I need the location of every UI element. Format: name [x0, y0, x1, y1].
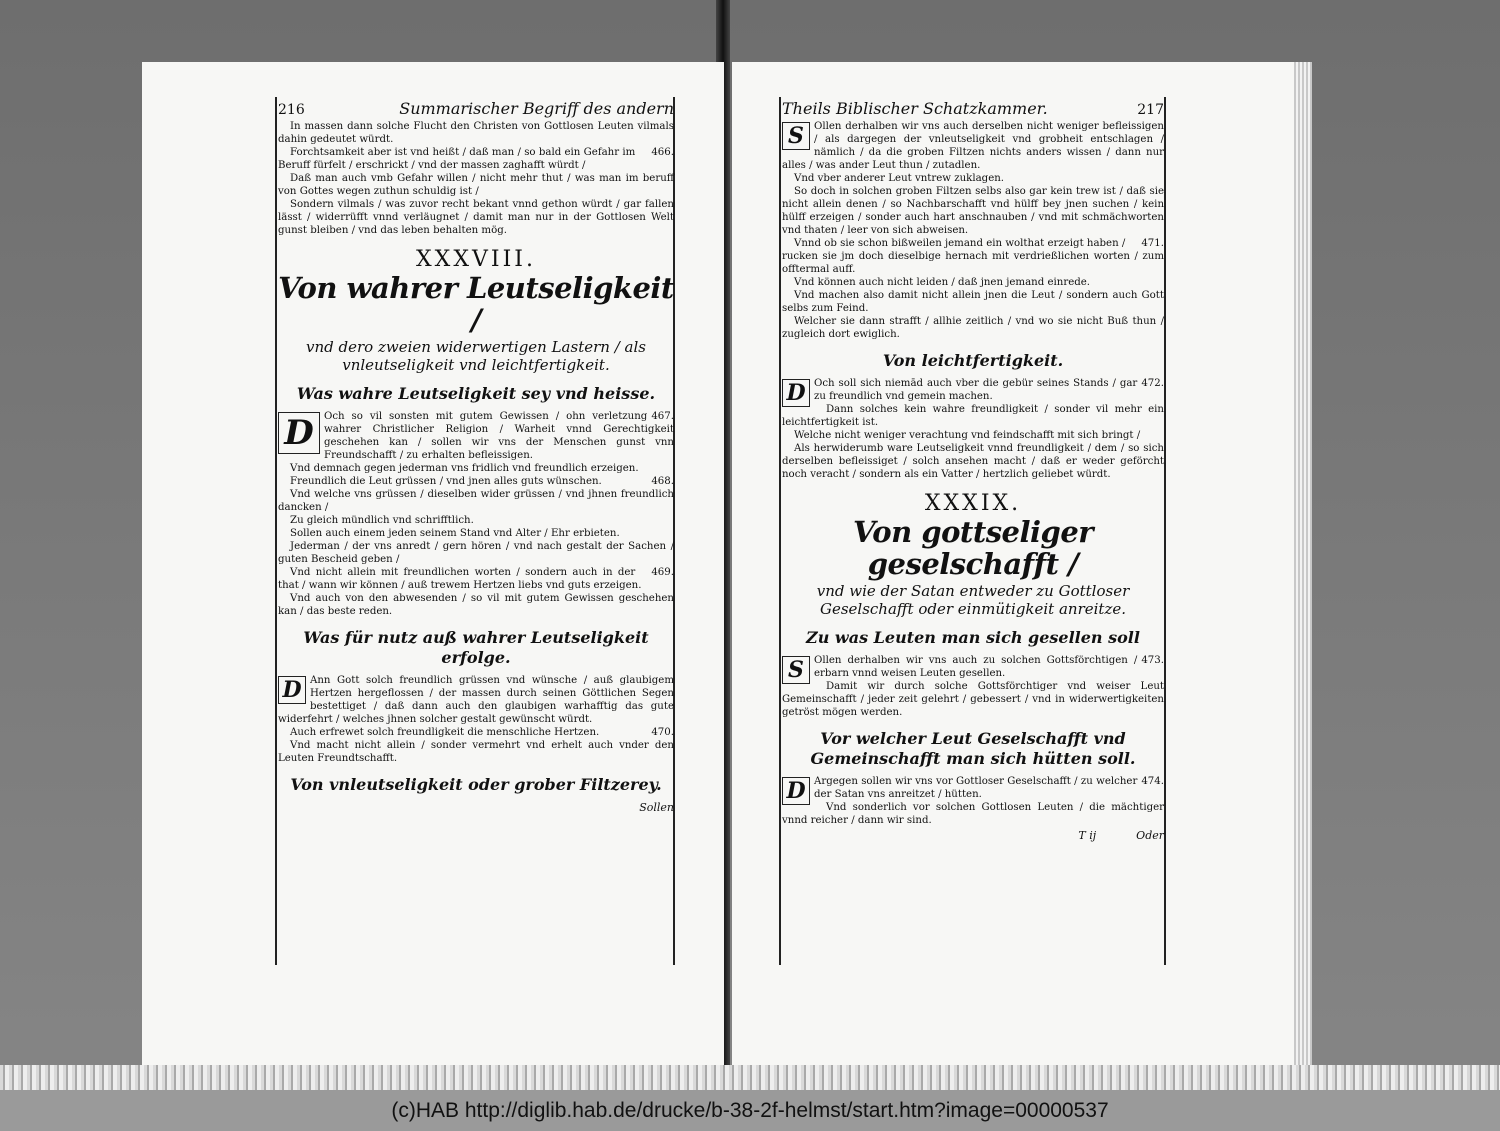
paragraph [278, 739, 674, 765]
paragraph-text: Vnd machen also damit nicht allein jnen die Leut / sondern auch Gott selbs zum Feind. [782, 290, 1164, 314]
paragraph-text: Forchtsamkeit aber ist vnd heißt / daß man / so bald ein Gefahr im Beruff fürfelt / erschrickt / vnd der massen zaghafft würdt / [278, 147, 636, 171]
paragraph [782, 276, 1164, 289]
verse-number: 471. [1141, 238, 1164, 249]
footer-credit: (c)HAB http://diglib.hab.de/drucke/b-38-2f-helmst/start.htm?image=00000537 [0, 1090, 1500, 1131]
section-text [782, 377, 1164, 481]
page-number: 216 [278, 102, 305, 118]
section-text [278, 410, 674, 618]
paragraph [278, 198, 674, 237]
intro-text [782, 120, 1164, 341]
section-title: Vor welcher Leut Geselschafft vnd Gemeinschafft man sich hütten soll. [810, 729, 1136, 768]
verse-number: 472. [1141, 378, 1164, 389]
signature-line [782, 829, 1164, 842]
header-title: Theils Biblischer Schatzkammer. [782, 99, 1048, 118]
paragraph-text: Welche nicht weniger verachtung vnd feindschafft mit sich bringt / [794, 430, 1141, 441]
verse-number: 468. [651, 476, 674, 487]
paragraph-text: In massen dann solche Flucht den Christen von Gottlosen Leuten vilmals dahin gedeutet würdt. [278, 121, 674, 145]
paragraph-text: Zu gleich mündlich vnd schrifftlich. [290, 515, 474, 526]
paragraph-text: Auch erfrewet solch freundligkeit die menschliche Hertzen. [290, 727, 600, 738]
chapter-subtitle: vnd dero zweien widerwertigen Lastern / als vnleutseligkeit vnd leichtfertigkeit. [306, 338, 646, 374]
paragraph [782, 654, 1164, 683]
paragraph-text: Als herwiderumb ware Leutseligkeit vnnd freundligkeit / dem / so sich derselben befleissiget / solch ansehen macht / daß er weder geförcht noch veracht / sondern als ein Vatter / hertzlich geliebet würdt. [782, 443, 1164, 480]
paragraph [278, 488, 674, 514]
paragraph [278, 674, 674, 726]
paragraph [782, 120, 1164, 172]
right-page [732, 62, 1294, 1072]
catchword: Oder [1136, 829, 1164, 842]
paragraph [782, 429, 1164, 442]
running-head [278, 99, 674, 118]
scanner-bed-strip [0, 1065, 1500, 1093]
paragraph [782, 403, 1164, 429]
verse-number: 466. [651, 147, 674, 158]
paragraph-text: Damit wir durch solche Gottsförchtiger vnd weiser Leut Gemeinschafft / jeder zeit gelehrt / gebessert / vnd in widerwertigkeiten getröst mögen werden. [782, 681, 1164, 718]
chapter-subtitle: vnd wie der Satan entweder zu Gottloser Geselschafft oder einmütigkeit anreitze. [816, 582, 1130, 618]
section-title: Von leichtfertigkeit. [882, 351, 1064, 370]
page-number: 217 [1137, 102, 1164, 118]
paragraph [782, 801, 1164, 827]
paragraph [782, 289, 1164, 315]
paragraph [782, 315, 1164, 341]
paragraph-text: Ollen derhalben wir vns auch zu solchen Gottsförchtigen / erbarn vnnd weisen Leuten gesellen. [814, 655, 1138, 679]
paragraph-text: Vnd vber anderer Leut vntrew zuklagen. [794, 173, 1005, 184]
chapter-title: Von gottseliger geselschafft / [852, 515, 1094, 581]
paragraph [782, 442, 1164, 481]
paragraph [278, 540, 674, 566]
left-rule [779, 97, 781, 965]
drop-cap: S [782, 656, 810, 684]
paragraph [278, 592, 674, 618]
intro-text [278, 120, 674, 237]
paragraph [278, 410, 674, 462]
paragraph [782, 775, 1164, 804]
chapter-title: Von wahrer Leutseligkeit / [278, 271, 674, 337]
chapter-number: XXXVIII. [416, 247, 536, 272]
drop-cap: S [782, 122, 810, 150]
paragraph-text: Vnd demnach gegen jederman vns fridlich vnd freundlich erzeigen. [290, 463, 639, 474]
paragraph-text: Vnd sonderlich vor solchen Gottlosen Leuten / die mächtiger vnnd reicher / dann wir sind. [782, 802, 1164, 826]
paragraph-text: Och so vil sonsten mit gutem Gewissen / ohn verletzung wahrer Christlicher Religion / Warheit vnnd Gerechtigkeit geschehen kan / sollen wir vns der Menschen gunst vnn Freundschafft / zu erhalten befleissigen. [324, 411, 674, 461]
paragraph-text: Och soll sich niemād auch vber die gebür seines Stands / gar zu freundlich vnd gemein machen. [814, 378, 1138, 402]
paragraph-text: Freundlich die Leut grüssen / vnd jnen alles guts wünschen. [290, 476, 602, 487]
section-title: Was für nutz auß wahrer Leutseligkeit erfolge. [303, 628, 649, 667]
paragraph [782, 680, 1164, 719]
paragraph-text: Ollen derhalben wir vns auch derselben nicht weniger befleissigen / als dargegen der vnleutseligkeit vnd grobheit entschlagen / nämlich / da die groben Filtzen nichts anders wissen / dann nur alles / was ander Leut thun / zutadlen. [782, 121, 1164, 171]
catchword: Sollen [639, 801, 674, 814]
paragraph-text: Ann Gott solch freundlich grüssen vnd wünsche / auß glaubigem Hertzen hergeflossen / der massen durch seinen Göttlichen Segen bestettiget / daß dann auch den glaubigen warhafftig das gute widerfehrt / welches jhnen solcher gestalt gewünscht würdt. [278, 675, 674, 725]
paragraph [782, 237, 1164, 276]
paragraph [782, 185, 1164, 237]
paragraph [278, 120, 674, 146]
chapter-number: XXXIX. [924, 491, 1022, 516]
paragraph-text: Sondern vilmals / was zuvor recht bekant vnnd gethon würdt / gar fallen lässt / widerrüfft vnnd verläugnet / damit man nur in der Gottlosen Welt gunst bleiben / vnd das leben behalten mög. [278, 199, 674, 236]
paragraph-text: Vnd macht nicht allein / sonder vermehrt vnd erhelt auch vnder den Leuten Freundtschafft. [278, 740, 674, 764]
section-text [278, 674, 674, 765]
paragraph-text: Dann solches kein wahre freundligkeit / sonder vil mehr ein leichtfertigkeit ist. [782, 404, 1164, 428]
paragraph-text: Vnd nicht allein mit freundlichen worten / sondern auch in der that / wann wir können / auß trewem Hertzen liebs vnd guts erzeigen. [278, 567, 642, 591]
paragraph [278, 475, 674, 488]
paragraph-text: So doch in solchen groben Filtzen selbs also gar kein trew ist / daß sie nicht allein denen / so Nachbarschafft vnd hülff bey jnen suchen / kein hülff erzeigen / sonder auch hart anschnauben / vnd mit schmächworten vnd thaten / leer von sich abweisen. [782, 186, 1164, 236]
paragraph [278, 527, 674, 540]
running-head [782, 99, 1164, 118]
verse-number: 470. [651, 727, 674, 738]
paragraph-text: Vnd können auch nicht leiden / daß jnen jemand einrede. [794, 277, 1091, 288]
right-text-column [782, 99, 1164, 957]
paragraph-text: Daß man auch vmb Gefahr willen / nicht mehr thut / was man im beruff von Gottes wegen zuthun schuldig ist / [278, 173, 674, 197]
drop-cap: D [782, 379, 810, 407]
left-text-column [278, 99, 674, 957]
right-rule [1164, 97, 1166, 965]
paragraph [278, 172, 674, 198]
paragraph [278, 514, 674, 527]
page-edges [1294, 62, 1312, 1067]
paragraph [278, 146, 674, 172]
paragraph [278, 726, 674, 739]
section-title: Von vnleutseligkeit oder grober Filtzerey. [290, 775, 662, 794]
paragraph-text: Sollen auch einem jeden seinem Stand vnd Alter / Ehr erbieten. [290, 528, 620, 539]
verse-number: 469. [651, 567, 674, 578]
left-rule [275, 97, 277, 965]
section-text [782, 654, 1164, 719]
paragraph [782, 172, 1164, 185]
paragraph-text: Vnd welche vns grüssen / dieselben wider grüssen / vnd jhnen freundlich dancken / [278, 489, 674, 513]
paragraph [782, 377, 1164, 406]
paragraph-text: Vnd auch von den abwesenden / so vil mit gutem Gewissen geschehen kan / das beste reden. [278, 593, 674, 617]
signature-mark: T ij [1078, 829, 1097, 842]
paragraph-text: Argegen sollen wir vns vor Gottloser Geselschafft / zu welcher der Satan vns anreitzet / hütten. [814, 776, 1138, 800]
section-text [782, 775, 1164, 827]
paragraph-text: Vnnd ob sie schon bißweilen jemand ein wolthat erzeigt haben / rucken sie jm doch dieselbige hernach mit verdrießlichen worten / zum offtermal auff. [782, 238, 1164, 275]
paragraph-text: Jederman / der vns anredt / gern hören / vnd nach gestalt der Sachen / guten Bescheid geben / [278, 541, 674, 565]
left-page [142, 62, 724, 1065]
section-title: Was wahre Leutseligkeit sey vnd heisse. [296, 384, 656, 403]
paragraph [278, 462, 674, 475]
paragraph [278, 566, 674, 592]
header-title: Summarischer Begriff des andern [399, 99, 674, 118]
drop-cap: D [278, 676, 306, 704]
verse-number: 474. [1141, 776, 1164, 787]
paragraph-text: Welcher sie dann strafft / allhie zeitlich / vnd wo sie nicht Buß thun / zugleich dort ewiglich. [782, 316, 1164, 340]
verse-number: 473. [1141, 655, 1164, 666]
drop-cap: D [278, 412, 320, 454]
section-title: Zu was Leuten man sich gesellen soll [806, 628, 1140, 647]
verse-number: 467. [651, 411, 674, 422]
drop-cap: D [782, 777, 810, 805]
